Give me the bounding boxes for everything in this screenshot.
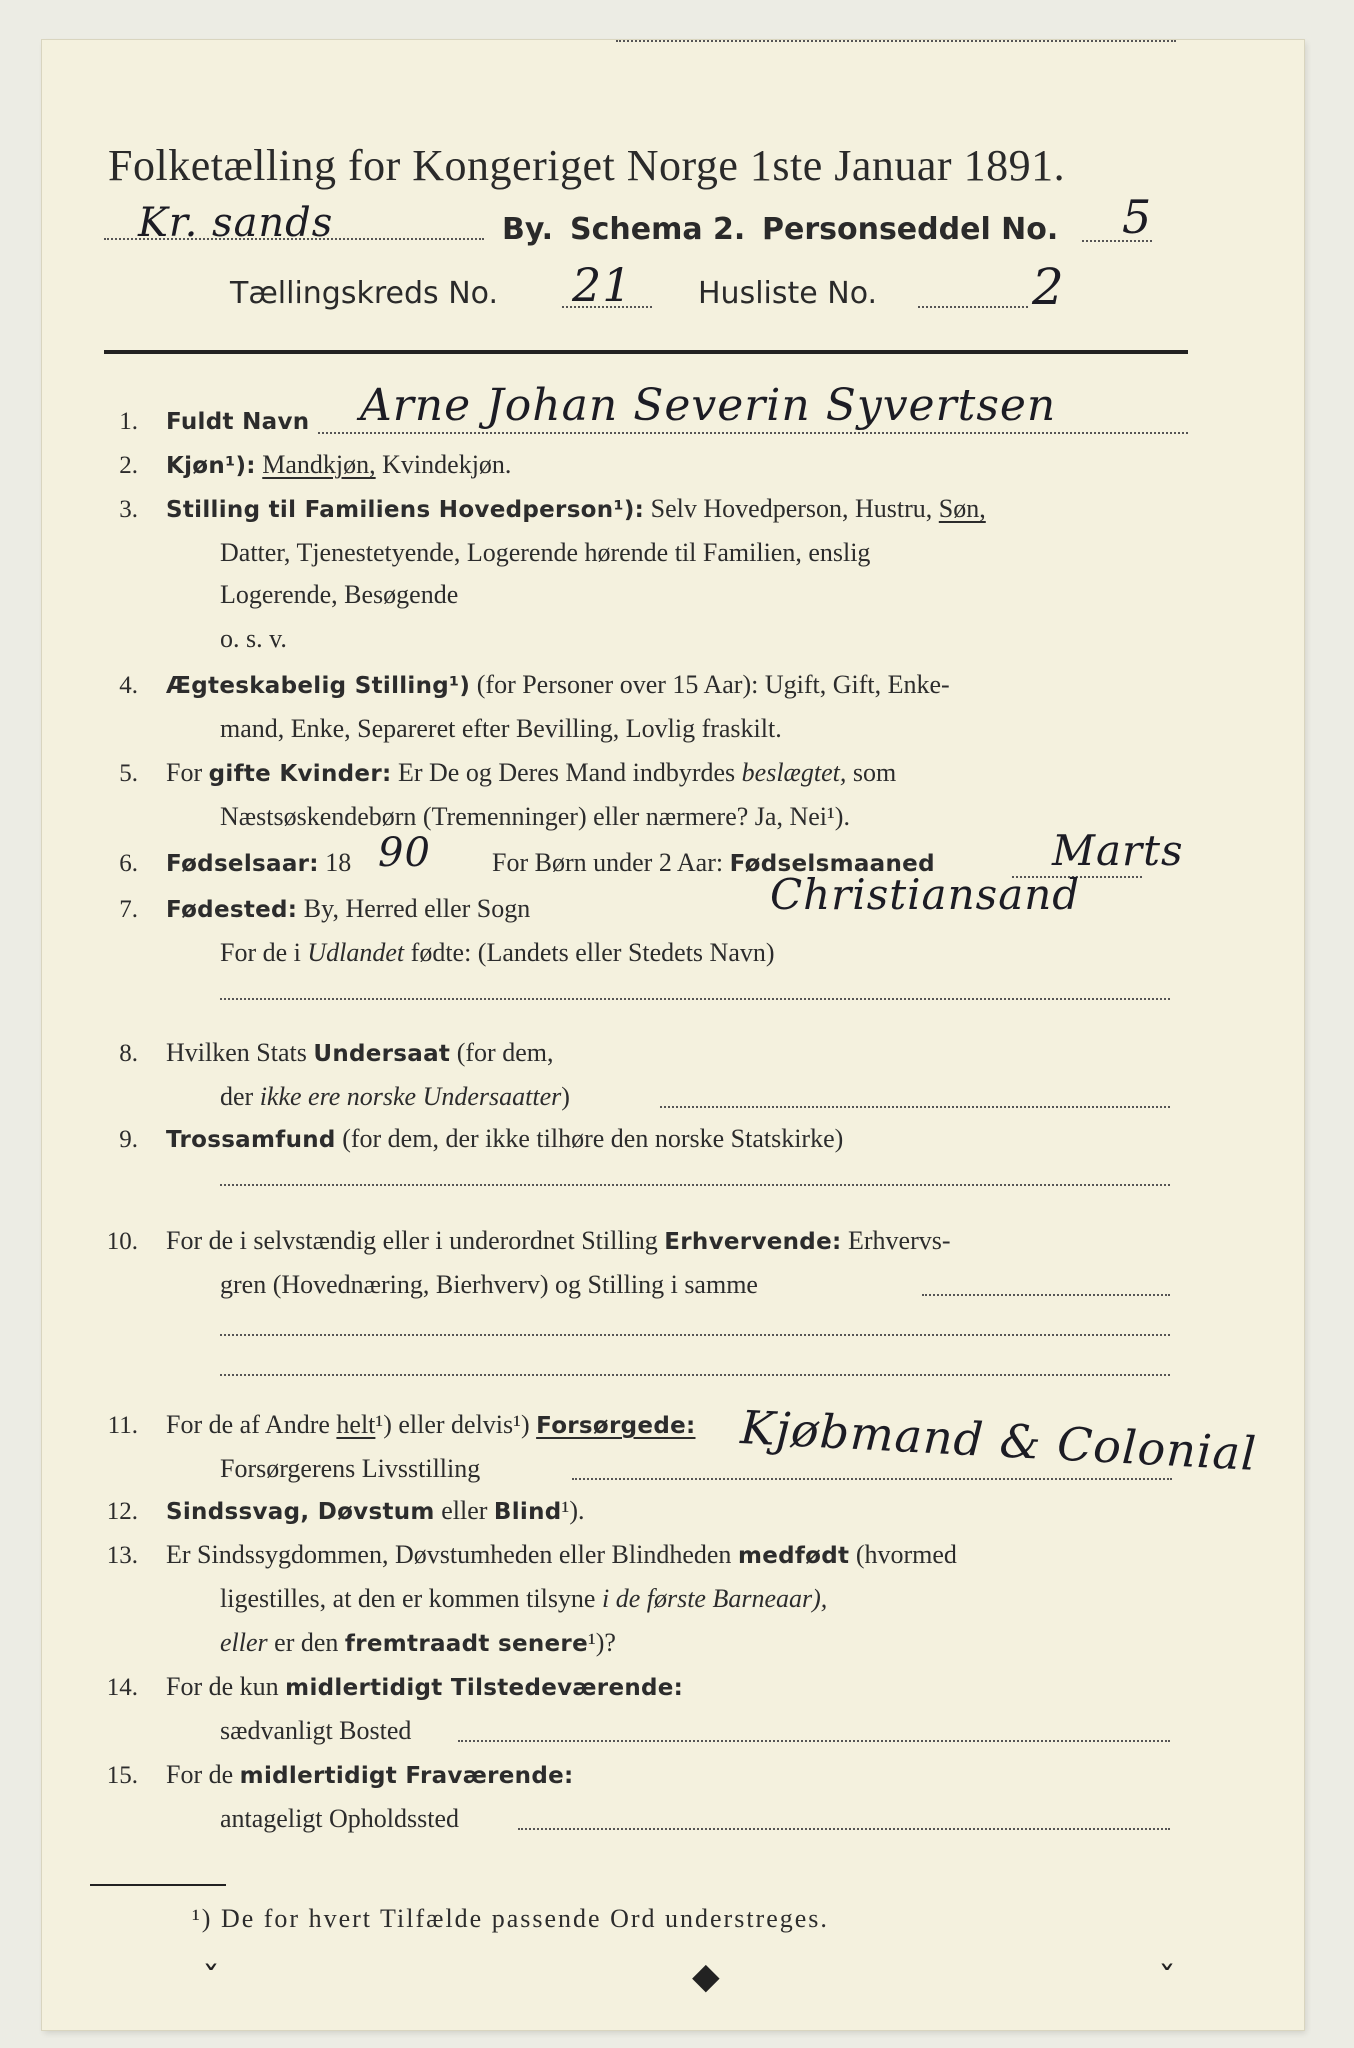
gifte-kvinder-label: gifte Kvinder: — [208, 761, 392, 787]
header-divider — [104, 350, 1188, 354]
by-label: By. — [502, 212, 554, 247]
stilling-line-2: Datter, Tjenestetyende, Logerende hørende til Familien, enslig — [220, 538, 871, 567]
q14-line-1a: For de kun — [166, 1672, 279, 1701]
undersaat-label: Undersaat — [313, 1041, 451, 1067]
q5-pre: For — [166, 758, 203, 787]
husliste-label: Husliste No. — [698, 276, 878, 311]
blind-label: Blind — [493, 1499, 562, 1525]
kjon-option-kvinde: Kvindekjøn. — [382, 450, 512, 479]
undersaat-dotted-line — [660, 1106, 1170, 1108]
form-title: Folketælling for Kongeriget Norge 1ste Januar 1891. — [108, 141, 1066, 190]
item-number: 10. — [106, 1228, 138, 1255]
q10-line-2: gren (Hovednæring, Bierhverv) og Stilling i samme — [220, 1270, 758, 1299]
erhvervende-label: Erhvervende: — [664, 1229, 842, 1255]
fodested-options: By, Herred eller Sogn — [303, 894, 531, 923]
q12-end: ¹). — [561, 1496, 585, 1525]
item-number: 4. — [119, 672, 138, 699]
provider-occupation-answer: Kjøbmand & Colonial — [739, 1400, 1259, 1481]
medfodt-label: medfødt — [737, 1543, 850, 1569]
q13-italic: i de første Barneaar), — [601, 1584, 828, 1613]
bosted-dotted-line — [458, 1740, 1170, 1742]
erhverv-dotted-line-1 — [922, 1294, 1170, 1296]
kjon-option-mand-selected: Mandkjøn, — [262, 450, 376, 479]
item-number: 3. — [119, 496, 138, 523]
q7-line-2b: fødte: (Landets eller Stedets Navn) — [410, 938, 775, 967]
stilling-label: Stilling til Familiens Hovedperson¹): — [166, 497, 645, 523]
stilling-options: Selv Hovedperson, Hustru, — [650, 494, 933, 523]
fravaerende-label: midlertidigt Fraværende: — [239, 1763, 574, 1789]
tellingskreds-number: 21 — [572, 258, 633, 312]
birth-month-answer: Marts — [1052, 826, 1184, 875]
kjon-label: Kjøn¹): — [166, 453, 256, 479]
footnote: ¹) De for hvert Tilfælde passende Ord understreges. — [192, 1904, 829, 1933]
city-dotted-line — [104, 238, 484, 240]
city-handwritten: Kr. sands — [138, 200, 334, 246]
aegteskab-label: Ægteskabelig Stilling¹) — [166, 673, 471, 699]
stilling-line-4: o. s. v. — [220, 624, 287, 653]
name-dotted-line — [318, 432, 1188, 434]
forsorgede-label: Forsørgede: — [536, 1413, 696, 1439]
fodselsmaaned-label: Fødselsmaaned — [729, 851, 935, 877]
q15-line-2: antageligt Opholdssted — [220, 1804, 460, 1833]
name-answer: Arne Johan Severin Syvertsen — [360, 380, 1057, 431]
q11-line-1a: For de af Andre — [166, 1410, 330, 1439]
q13-line-1b: (hvormed — [855, 1540, 957, 1569]
q8-line-1b: (for dem, — [456, 1038, 554, 1067]
birth-year-answer: 90 — [378, 830, 431, 876]
q13-line-2a: ligestilles, at den er kommen tilsyne — [220, 1584, 596, 1613]
q5-italic: beslægtet, — [741, 758, 847, 787]
item-number: 6. — [119, 850, 138, 877]
q10-line-1b: Erhvervs- — [847, 1226, 951, 1255]
q11-selected: helt — [336, 1410, 376, 1439]
q8-italic: ikke ere norske Undersaatter — [259, 1082, 562, 1111]
fodested-label: Fødested: — [166, 897, 298, 923]
q5-line-2: Næstsøskendebørn (Tremenninger) eller nærmere? Ja, Nei¹). — [220, 802, 850, 831]
tilstedevaerende-label: midlertidigt Tilstedeværende: — [285, 1675, 684, 1701]
q11-line-2: Forsørgerens Livsstilling — [220, 1454, 481, 1483]
q5-end: som — [852, 758, 897, 787]
registration-mark-right: ˇ — [1158, 1960, 1176, 2001]
fodselsaar-label: Fødselsaar: — [166, 851, 319, 877]
schema-label: Schema 2. — [570, 212, 746, 247]
birthplace-answer: Christiansand — [770, 870, 1081, 919]
personseddel-number: 5 — [1122, 190, 1153, 244]
q13-eller: eller — [220, 1628, 268, 1657]
registration-mark-left: ˇ — [202, 1960, 220, 2001]
fodested-dotted-line — [616, 40, 1176, 42]
q5-line-1: Er De og Deres Mand indbyrdes — [397, 758, 736, 787]
fuldt-navn-label: Fuldt Navn — [166, 409, 310, 435]
item-number: 5. — [119, 760, 138, 787]
q12-eller: eller — [441, 1496, 488, 1525]
q13-line-3a: er den — [274, 1628, 339, 1657]
trossamfund-label: Trossamfund — [166, 1127, 336, 1153]
q7-italic: Udlandet — [307, 938, 405, 967]
opholdssted-dotted-line — [518, 1828, 1170, 1830]
forsorger-dotted-line — [572, 1478, 1172, 1480]
q8-line-2a: der — [220, 1082, 254, 1111]
item-number: 14. — [106, 1674, 138, 1701]
stilling-line-3: Logerende, Besøgende — [220, 580, 459, 609]
udlandet-dotted-line — [220, 998, 1170, 1000]
q14-line-2: sædvanligt Bosted — [220, 1716, 412, 1745]
footnote-rule — [90, 1884, 226, 1886]
item-number: 1. — [119, 408, 138, 435]
item-number: 7. — [119, 896, 138, 923]
item-number: 13. — [106, 1542, 138, 1569]
year-prefix: 18 — [325, 848, 352, 877]
item-number: 12. — [106, 1498, 138, 1525]
personseddel-label: Personseddel No. — [762, 212, 1059, 247]
aegteskab-line-1: (for Personer over 15 Aar): Ugift, Gift, Enke- — [476, 670, 950, 699]
item-number: 9. — [119, 1126, 138, 1153]
tellingskreds-label: Tællingskreds No. — [230, 276, 498, 311]
stilling-selected: Søn, — [938, 494, 986, 523]
q15-line-1a: For de — [166, 1760, 234, 1789]
trossamfund-dotted-line — [220, 1184, 1170, 1186]
item-number: 2. — [119, 452, 138, 479]
erhverv-dotted-line-2 — [220, 1334, 1170, 1336]
q10-line-1a: For de i selvstændig eller i underordnet Stilling — [166, 1226, 658, 1255]
fremtraadt-label: fremtraadt senere — [344, 1631, 588, 1657]
aegteskab-line-2: mand, Enke, Separeret efter Bevilling, Lovlig fraskilt. — [220, 714, 782, 743]
husliste-number: 2 — [1032, 258, 1065, 316]
q6-mid: For Børn under 2 Aar: — [492, 848, 724, 877]
registration-mark-center: ◆ — [692, 1956, 720, 1997]
erhverv-dotted-line-3 — [220, 1374, 1170, 1376]
q13-line-1a: Er Sindssygdommen, Døvstumheden eller Blindheden — [166, 1540, 732, 1569]
item-number: 11. — [107, 1412, 138, 1439]
husliste-dotted-line — [918, 306, 1028, 308]
q13-end: ¹)? — [587, 1628, 616, 1657]
q7-line-2a: For de i — [220, 938, 301, 967]
q8-line-1a: Hvilken Stats — [166, 1038, 307, 1067]
item-number: 8. — [119, 1040, 138, 1067]
q11-line-1b: ¹) eller delvis¹) — [375, 1410, 530, 1439]
sindssvag-label: Sindssvag, Døvstum — [166, 1499, 435, 1525]
item-number: 15. — [106, 1762, 138, 1789]
q9-line-1: (for dem, der ikke tilhøre den norske Statskirke) — [342, 1124, 844, 1153]
census-form-sheet: Folketælling for Kongeriget Norge 1ste Januar 1891. Kr. sands By. Schema 2. Personseddel No. 5 Tællingskreds No. 21 Husliste No. 2 1. Fuldt Navn Arne Johan Severin Syvertsen 2. Kjøn¹): Mandkjøn, Kvindekjøn. 3. Stilling til Familiens Hovedperson¹): Selv Hovedperson, Hustru, Søn, Datter, Tjenestetyende, Logerende hørende til Familien, enslig Logerende, Besøgende o. s. v. 4. Ægteskabelig Stilling¹) (for Personer over 15 Aar): Ugift, Gift, Enke- mand, Enke, Separeret efter Bevilling, Lovlig fraskilt. 5. For gifte Kvinder: Er De og Deres Mand indbyrdes beslægtet, som Næstsøskendebørn (Tremenninger) eller nærmere? Ja, Nei¹). 6. Fødselsaar: 18 90 For Børn under 2 Aar: Fødselsmaaned Marts 7. Fødested: By, Herred eller Sogn Christiansand For de i Udlandet fødte: (Landets eller Stedets Navn) 8. Hvilken Stats Undersaat (for dem, der ikke ere norske Undersaatter) 9. Trossamfund (for dem, der ikke tilhøre den norske Statskirke) 10. For de i selvstændig eller i underordnet Stilling Erhvervende: Erhvervs- gren (Hovednæring, Bierhverv) og Stilling i samme 11. For de af Andre helt¹) eller delvis¹) Forsørgede: Forsørgerens Livsstilling Kjøbmand & Colonial 12. Sindssvag, Døvstum eller Blind¹). 13. Er Sindssygdommen, Døvstumheden eller Blindheden medfødt (hvormed ligestilles, at den er kommen tilsyne i de første Barneaar), eller er den fremtraadt senere¹)? 14. For de kun midlertidigt Tilstedeværende: sædvanligt Bosted 15. For de midlertidigt Fraværende: antageligt Opholdssted ¹) De for hvert Tilfælde passende Ord understreges. ˇ ◆ ˇ — [42, 40, 1304, 2030]
